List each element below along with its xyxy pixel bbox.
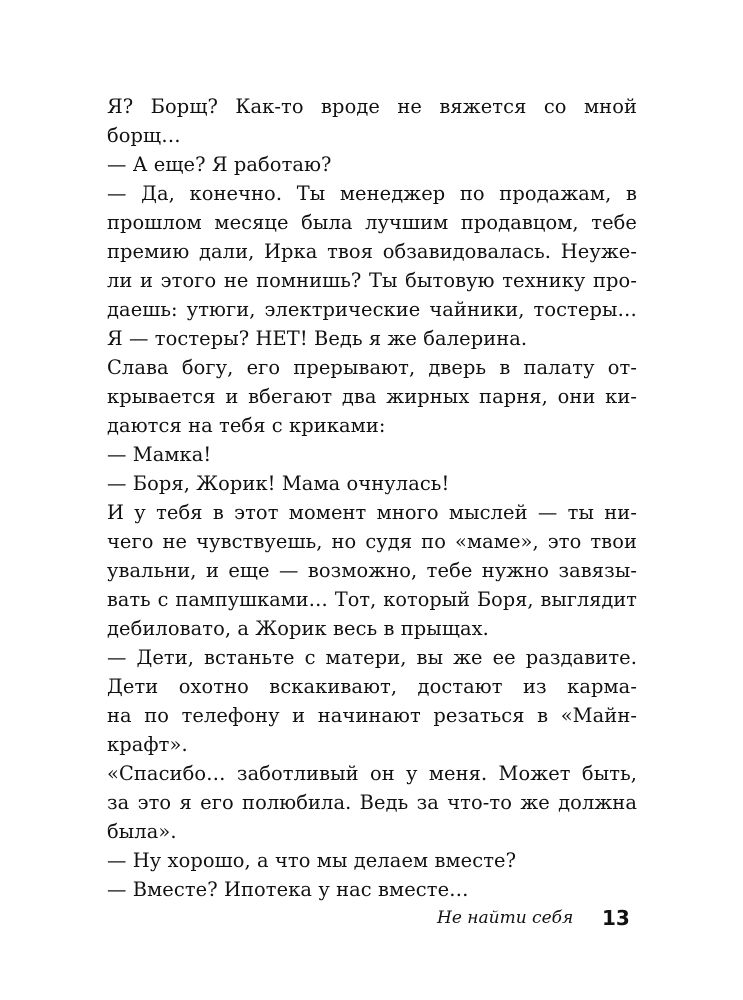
page-number: 13	[602, 906, 630, 930]
text-line: — Ну хорошо, а что мы делаем вместе?	[107, 849, 517, 872]
text-line: — Боря, Жорик! Мама очнулась!	[107, 472, 450, 495]
body-text	[107, 92, 637, 904]
text-line: была».	[107, 820, 177, 843]
text-line: ли и этого не помнишь? Ты бытовую технику про-	[107, 269, 637, 292]
text-line: на по телефону и начинают резаться в «Майн-	[107, 704, 637, 727]
text-line: И у тебя в этот момент много мыслей — ты ни-	[107, 501, 637, 524]
text-line: даешь: утюги, электрические чайники, тостеры…	[107, 298, 637, 321]
text-line: Я? Борщ? Как-то вроде не вяжется со мной	[107, 95, 637, 118]
text-line: увальни, и еще — возможно, тебе нужно завязы-	[107, 559, 637, 582]
text-line: — Мамка!	[107, 443, 212, 466]
text-line: борщ…	[107, 124, 181, 147]
running-title: Не найти себя	[437, 908, 574, 928]
text-line: Дети охотно вскакивают, достают из карма-	[107, 675, 637, 698]
text-line: вать с пампушками… Тот, который Боря, выглядит	[107, 588, 637, 611]
text-line: «Спасибо… заботливый он у меня. Может быть,	[107, 762, 637, 785]
text-line: — А еще? Я работаю?	[107, 153, 332, 176]
text-line: крафт».	[107, 733, 188, 756]
text-line: дебиловато, а Жорик весь в прыщах.	[107, 617, 489, 640]
text-line: за это я его полюбила. Ведь за что-то же должна	[107, 791, 637, 814]
text-line: премию дали, Ирка твоя обзавидовалась. Неуже-	[107, 240, 637, 263]
text-line: крывается и вбегают два жирных парня, они ки-	[107, 385, 637, 408]
text-line: — Вместе? Ипотека у нас вместе…	[107, 878, 469, 901]
text-line: Слава богу, его прерывают, дверь в палату от-	[107, 356, 637, 379]
text-line: — Да, конечно. Ты менеджер по продажам, в	[107, 182, 637, 205]
text-line: Я — тостеры? НЕТ! Ведь я же балерина.	[107, 327, 528, 350]
text-line: чего не чувствуешь, но судя по «маме», это твои	[107, 530, 637, 553]
text-line: прошлом месяце была лучшим продавцом, тебе	[107, 211, 637, 234]
text-line: — Дети, встаньте с матери, вы же ее раздавите.	[107, 646, 637, 669]
text-line: даются на тебя с криками:	[107, 414, 386, 437]
page-footer	[0, 903, 743, 933]
